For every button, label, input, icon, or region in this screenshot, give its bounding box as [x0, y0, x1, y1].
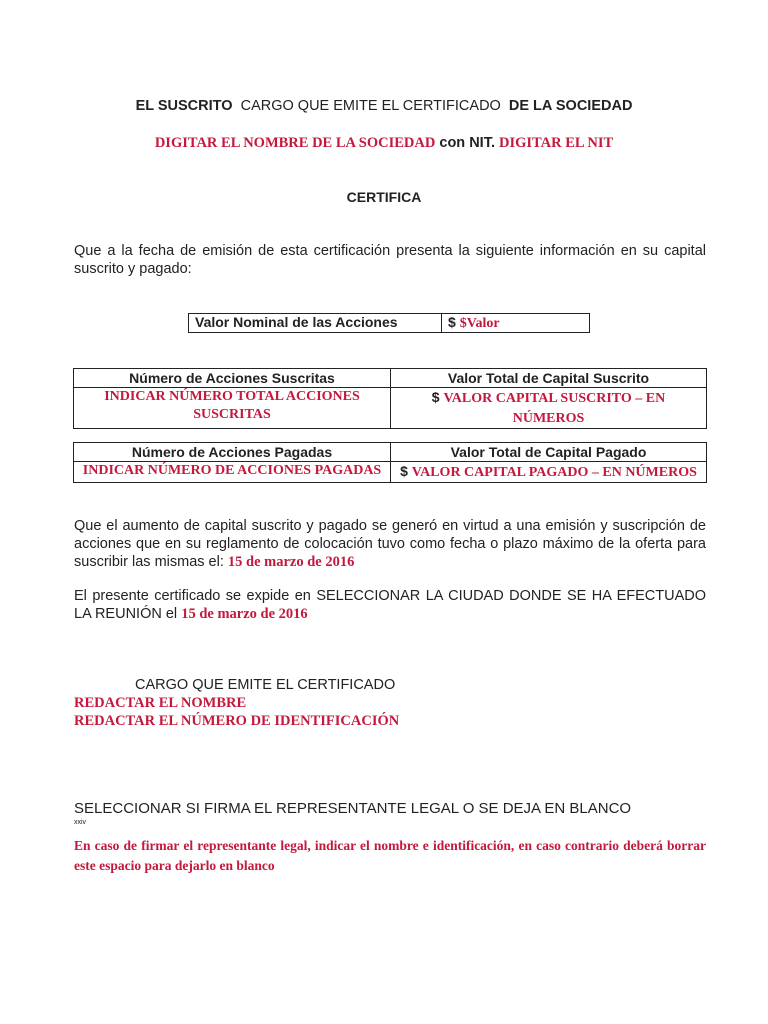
issuance-paragraph — [74, 517, 706, 571]
legal-rep-select-text: SELECCIONAR SI FIRMA EL REPRESENTANTE LEGAL O SE DEJA EN BLANCO — [74, 800, 632, 817]
subscribed-shares-header: Número de Acciones Suscritas — [74, 369, 391, 388]
nit-placeholder: DIGITAR EL NIT — [499, 135, 614, 151]
subscribed-capital-table — [73, 368, 707, 429]
issued-in-text: El presente certificado se expide en SELECCIONAR LA CIUDAD DONDE SE HA EFECTUADO LA REUNIÓN el — [74, 588, 706, 622]
signature-id-placeholder: REDACTAR EL NÚMERO DE IDENTIFICACIÓN — [74, 713, 400, 729]
paid-capital-table — [73, 442, 707, 483]
footnote-marker: xxiv — [74, 819, 87, 826]
currency-sign: $ — [448, 314, 456, 330]
nominal-value-label: Valor Nominal de las Acciones — [189, 314, 442, 333]
nominal-value-placeholder: $Valor — [459, 316, 500, 331]
header-line-2 — [0, 135, 768, 152]
header-line-1 — [0, 98, 768, 114]
currency-sign: $ — [400, 463, 408, 479]
currency-sign: $ — [431, 389, 440, 405]
nominal-value-cell — [442, 314, 590, 333]
nominal-value-table — [188, 313, 590, 333]
paid-shares-placeholder: INDICAR NÚMERO DE ACCIONES PAGADAS — [74, 462, 391, 483]
signature-block — [74, 676, 399, 730]
intro-paragraph: Que a la fecha de emisión de esta certificación presenta la siguiente información en su capital suscrito y pagado: — [74, 243, 706, 277]
signature-role: CARGO QUE EMITE EL CERTIFICADO — [135, 677, 396, 693]
issued-in-paragraph — [74, 587, 706, 623]
issuance-text: Que el aumento de capital suscrito y pagado se generó en virtud a una emisión y suscripción de acciones que en su reglamento de colocación tuvo como fecha o plazo máximo de la oferta para suscribir las mismas el: — [74, 518, 706, 570]
issue-date: 15 de marzo de 2016 — [181, 606, 308, 622]
subscribed-capital-header: Valor Total de Capital Suscrito — [391, 369, 707, 388]
subscribed-shares-placeholder: INDICAR NÚMERO TOTAL ACCIONES SUSCRITAS — [74, 388, 391, 429]
paid-capital-placeholder: VALOR CAPITAL PAGADO – EN NÚMEROS — [411, 465, 697, 480]
company-name-placeholder: DIGITAR EL NOMBRE DE LA SOCIEDAD — [154, 135, 436, 151]
paid-capital-cell — [391, 462, 707, 483]
nit-label: con NIT. — [439, 135, 495, 151]
certifica-title: CERTIFICA — [346, 189, 422, 205]
paid-shares-header: Número de Acciones Pagadas — [74, 443, 391, 462]
offer-date: 15 de marzo de 2016 — [227, 554, 355, 570]
subscribed-capital-placeholder: VALOR CAPITAL SUSCRITO – EN NÚMEROS — [443, 391, 666, 426]
subscribed-capital-cell — [391, 388, 707, 429]
de-la-sociedad-label: DE LA SOCIEDAD — [508, 98, 633, 114]
legal-rep-note: En caso de firmar el representante legal, indicar el nombre e identificación, en caso contrario deberá borrar este espacio para dejarlo en blanco — [74, 838, 706, 873]
el-suscrito-label: EL SUSCRITO — [135, 98, 233, 114]
paid-capital-header: Valor Total de Capital Pagado — [391, 443, 707, 462]
cargo-placeholder: CARGO QUE EMITE EL CERTIFICADO — [240, 98, 501, 114]
signature-name-placeholder: REDACTAR EL NOMBRE — [74, 695, 247, 711]
